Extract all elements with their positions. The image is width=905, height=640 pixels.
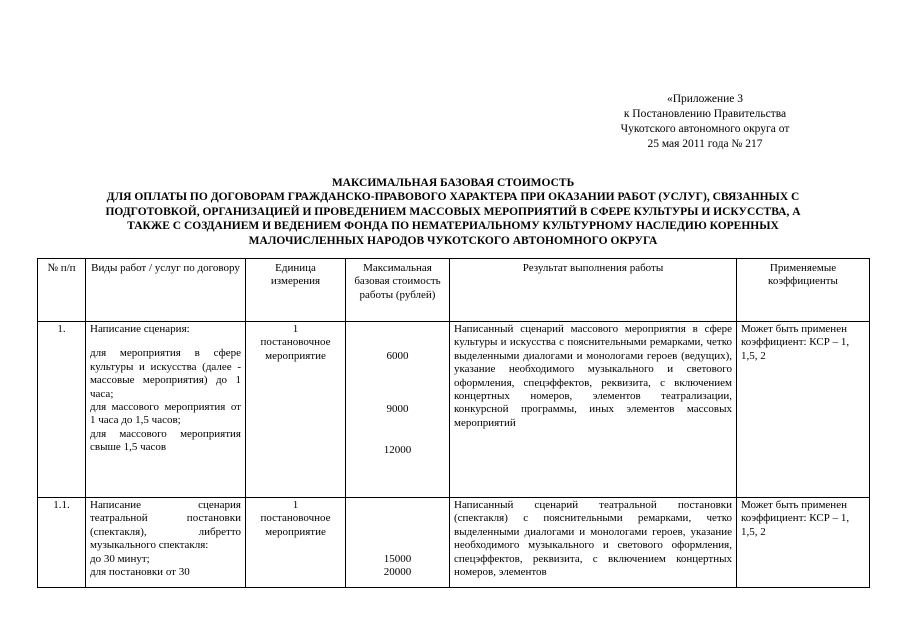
work-title: Написание сценария театральной постановки (спектакля), либретто музыкального спектакля: [90,499,241,552]
appendix-line: Чукотского автономного округа от [620,123,790,135]
header-result: Результат выполнения работы [450,259,737,322]
unit-count: 1 [292,323,299,335]
row-price [346,498,450,588]
table-row [38,498,870,588]
row-unit [246,322,346,498]
document-title [48,176,858,248]
unit-name: постановочное мероприятие [260,512,331,538]
header-num: № п/п [38,259,86,322]
cost-table [37,258,870,588]
work-item: для постановки от 30 [90,566,190,579]
row-unit [246,498,346,588]
row-result: Написанный сценарий массового мероприятия в сфере культуры и искусства с пояснительными ремарками, четко выделенными диалогами и монологами героев (ведущих), указание необходимого музыкального и светового оформления, спецэффектов, реквизита, с включением концертных номеров, элементов театрализации, конкурсной программы, иных элементов массовых мероприятий [450,322,737,498]
work-item: для массового мероприятия от 1 часа до 1,5 часов; [90,401,241,427]
price-value: 20000 [383,566,412,579]
title-line: ПОДГОТОВКОЙ, ОРГАНИЗАЦИЕЙ И ПРОВЕДЕНИЕМ МАССОВЫХ МЕРОПРИЯТИЙ В СФЕРЕ КУЛЬТУРЫ И ИСКУССТВА, А [105,205,801,218]
row-coeff: Может быть применен коэффициент: КСР – 1, 1,5, 2 [737,322,870,498]
header-unit: Единица измерения [246,259,346,322]
row-coeff: Может быть применен коэффициент: КСР – 1, 1,5, 2 [737,498,870,588]
appendix-line: к Постановлению Правительства [623,108,787,120]
appendix-header [560,92,850,152]
work-item: для массового мероприятия свыше 1,5 часов [90,427,241,454]
work-title: Написание сценария: [90,323,190,335]
row-work [86,322,246,498]
header-coeff: Применяемые коэффициенты [737,259,870,322]
work-item: до 30 минут; [90,552,150,565]
work-item: для мероприятия в сфере культуры и искусства (далее - массовые мероприятия) до 1 часа; [90,347,241,400]
header-work: Виды работ / услуг по договору [86,259,246,322]
title-line: МАКСИМАЛЬНАЯ БАЗОВАЯ СТОИМОСТЬ [331,177,575,189]
price-value: 6000 [386,350,409,362]
title-line: ДЛЯ ОПЛАТЫ ПО ДОГОВОРАМ ГРАЖДАНСКО-ПРАВОВОГО ХАРАКТЕРА ПРИ ОКАЗАНИИ РАБОТ (УСЛУГ), СВЯЗАННЫХ С [106,191,800,204]
table-row [38,322,870,498]
appendix-line: «Приложение 3 [666,93,744,105]
header-price: Максимальная базовая стоимость работы (рублей) [346,259,450,322]
row-num: 1.1. [38,498,86,588]
unit-name: постановочное мероприятие [260,336,331,362]
price-value: 15000 [383,553,412,565]
price-value: 12000 [383,443,412,456]
unit-count: 1 [292,499,299,511]
table-header-row [38,259,870,322]
row-work [86,498,246,588]
title-line: ТАКЖЕ С СОЗДАНИЕМ И ВЕДЕНИЕМ ФОНДА ПО НЕМАТЕРИАЛЬНОМУ КУЛЬТУРНОМУ НАСЛЕДИЮ КОРЕННЫХ [127,220,779,233]
row-num: 1. [38,322,86,498]
row-price [346,322,450,498]
title-line: МАЛОЧИСЛЕННЫХ НАРОДОВ ЧУКОТСКОГО АВТОНОМНОГО ОКРУГА [248,234,658,247]
row-result: Написанный сценарий театральной постановки (спектакля) с пояснительными ремарками, четко выделенными диалогами и монологами героев, указание необходимого музыкального и светового оформления, спецэффектов, реквизита, с включением концертных номеров, элементов [450,498,737,588]
price-value: 9000 [386,403,409,416]
appendix-line: 25 мая 2011 года № 217 [647,138,763,150]
